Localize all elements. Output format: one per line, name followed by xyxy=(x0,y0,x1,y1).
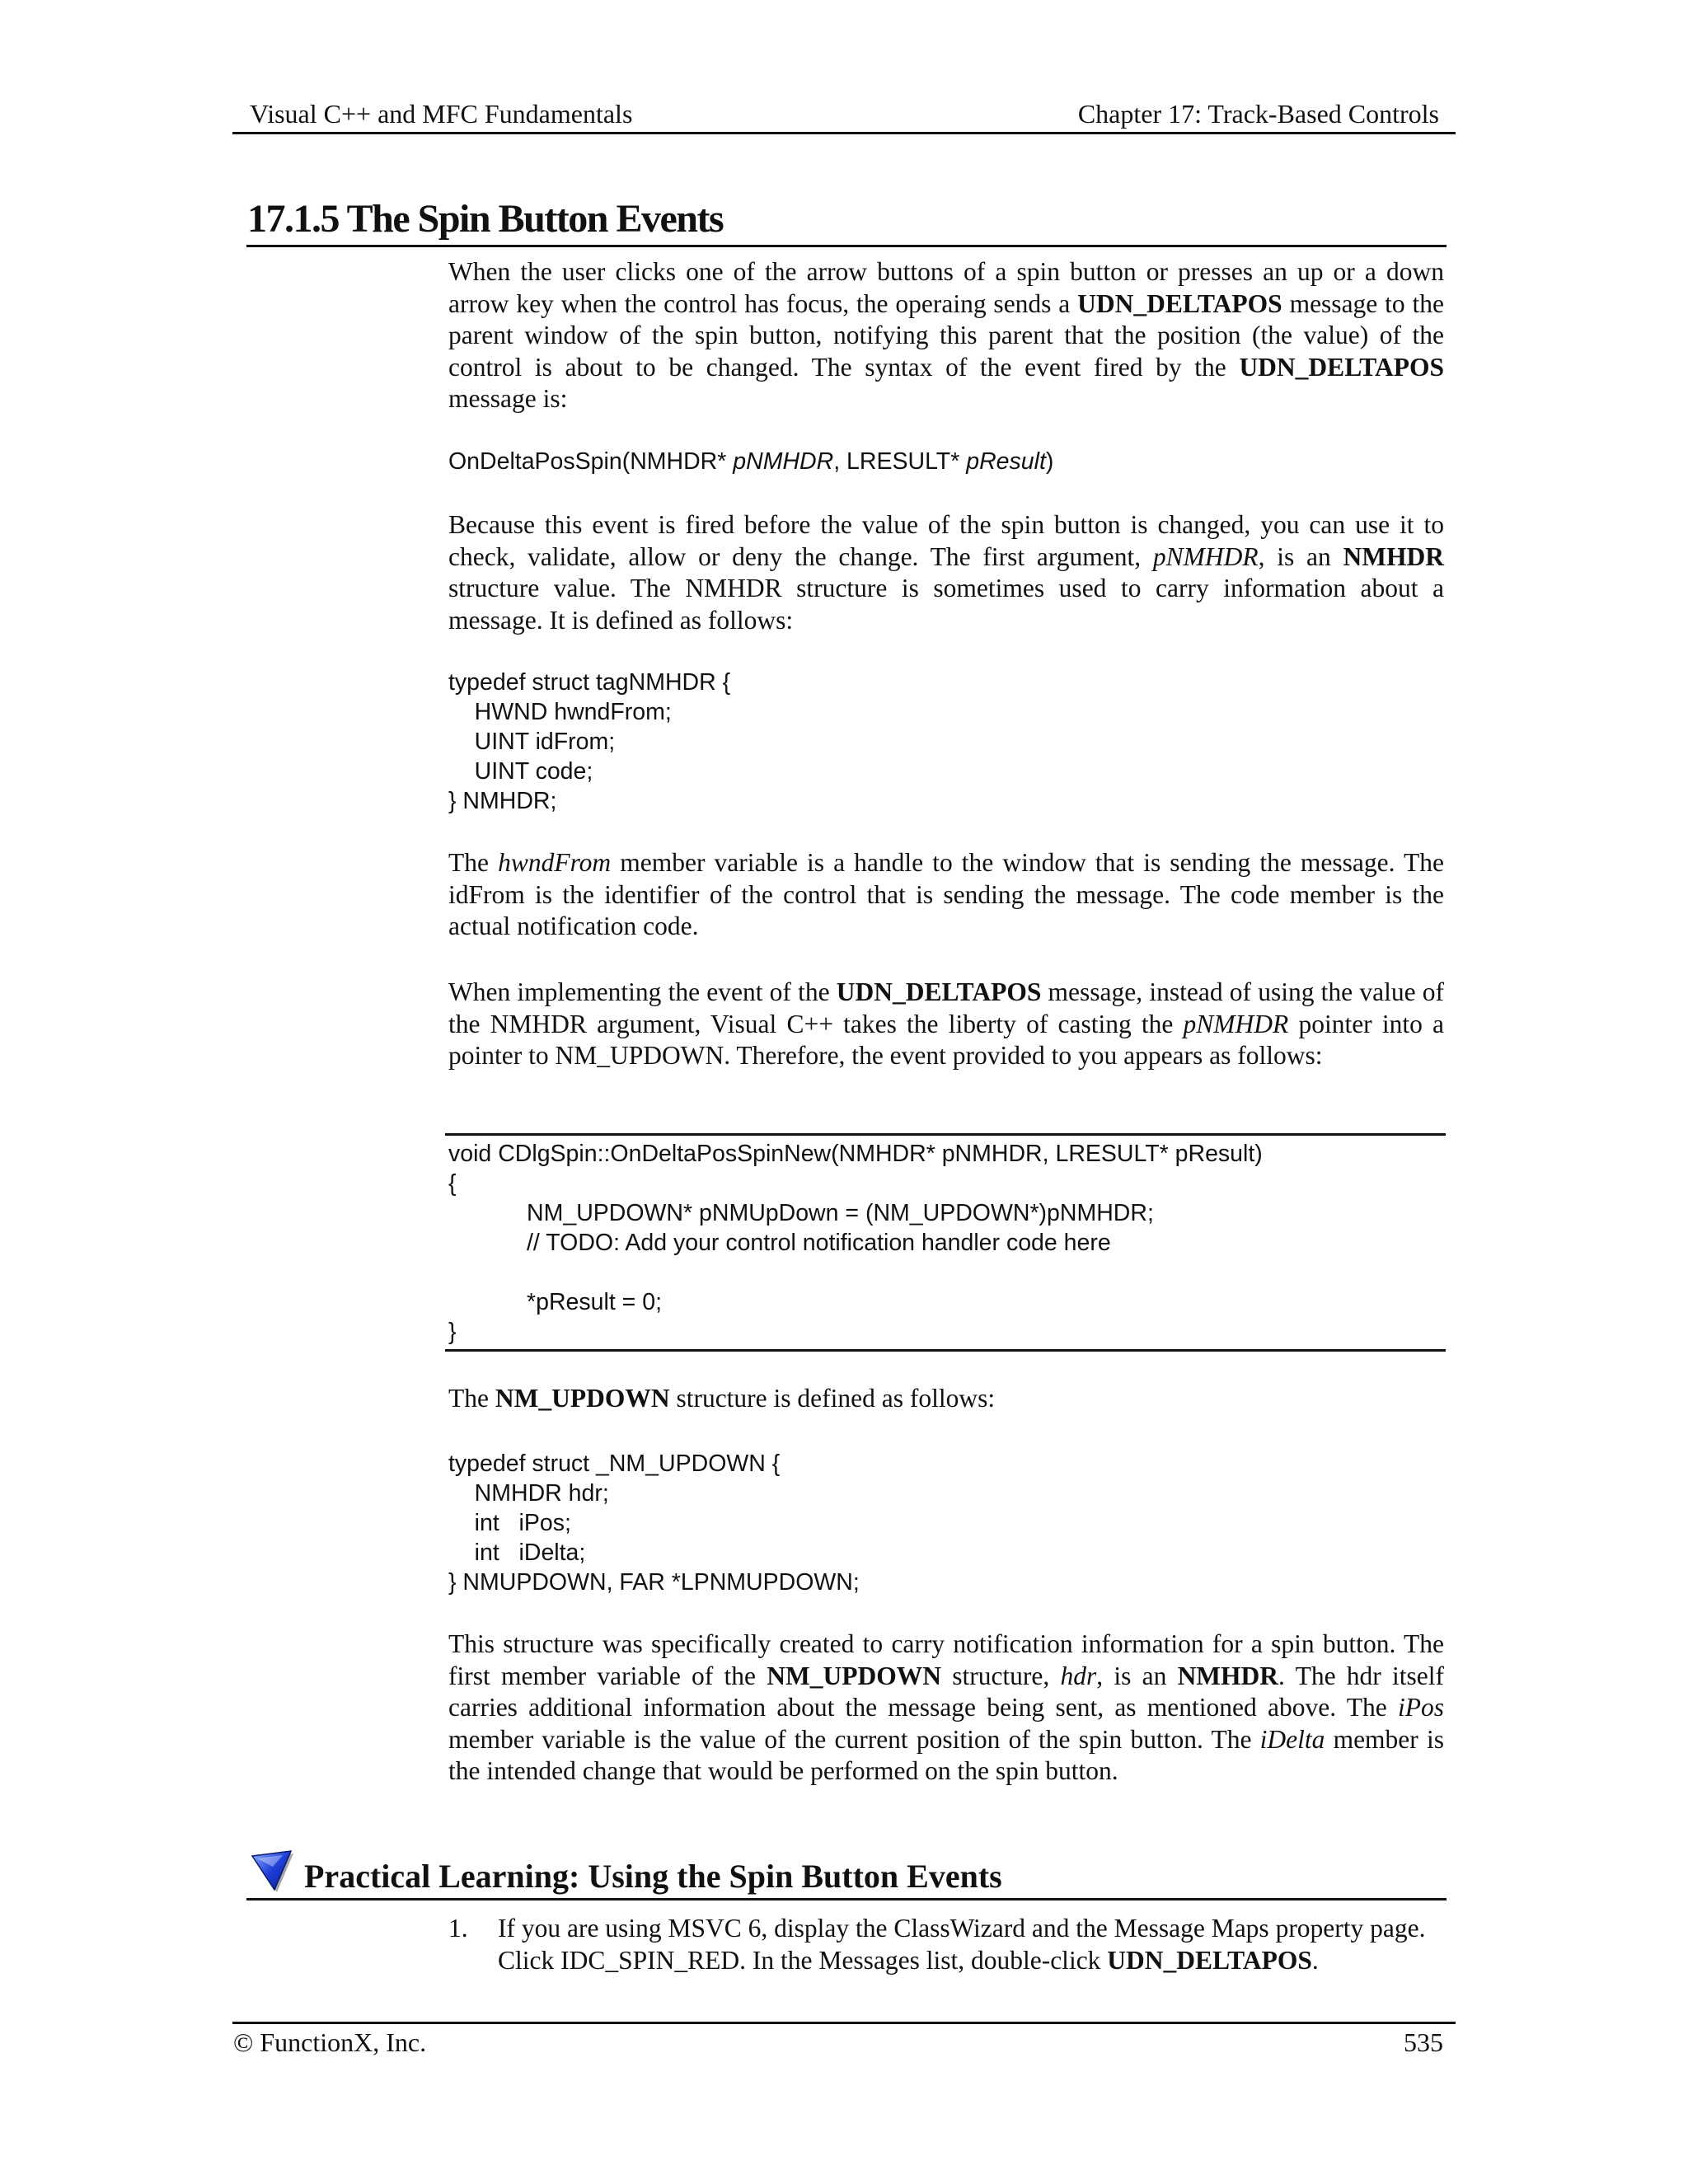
paragraph-nm-updown-intro: The NM_UPDOWN structure is defined as follows: xyxy=(448,1384,996,1413)
footer-copyright: © FunctionX, Inc. xyxy=(233,2027,427,2057)
footer-rule xyxy=(232,2022,1456,2024)
section-title: 17.1.5 The Spin Button Events xyxy=(247,197,724,241)
event-signature: OnDeltaPosSpin(NMHDR* pNMHDR, LRESULT* pResult) xyxy=(448,448,1054,475)
keyword-udn-deltapos: UDN_DELTAPOS xyxy=(1077,288,1282,318)
step-number: 1. xyxy=(448,1914,468,1943)
code-box-bottom-rule xyxy=(445,1349,1446,1352)
practical-learning-arrow-icon xyxy=(250,1849,294,1893)
paragraph-nm-updown-members: This structure was specifically created to carry notification information for a spin button. The first member variable of the NM_UPDOWN structure, hdr, is an NMHDR. The hdr itself carries additional information about the message being sent, as mentioned above. The iPos member variable is the value of the current position of the spin button. The iDelta member is the intended change that would be performed on the spin button. xyxy=(448,1629,1444,1785)
practical-learning-rule xyxy=(246,1898,1447,1900)
code-box-top-rule xyxy=(445,1133,1446,1136)
keyword-nm-updown: NM_UPDOWN xyxy=(495,1384,670,1413)
running-header-title: Visual C++ and MFC Fundamentals xyxy=(250,99,633,129)
paragraph-hwndfrom: The hwndFrom member variable is a handle to the window that is sending the message. The idFrom is the identifier of the control that is sending the message. The code member is the actual notification code. xyxy=(448,848,1444,940)
code-nm-updown-struct: typedef struct _NM_UPDOWN { NMHDR hdr; int iPos; int iDelta; } NMUPDOWN, FAR *LPNMUPDOWN; xyxy=(448,1451,860,1596)
keyword-nm-updown: NM_UPDOWN xyxy=(767,1661,941,1690)
paragraph-intro: When the user clicks one of the arrow buttons of a spin button or presses an up or a down arrow key when the control has focus, the operaing sends a UDN_DELTAPOS message to the parent window of the spin button, notifying this parent that the position (the value) of the control is about to be changed. The syntax of the event fired by the UDN_DELTAPOS message is: xyxy=(448,257,1444,413)
keyword-udn-deltapos: UDN_DELTAPOS xyxy=(836,977,1042,1006)
keyword-nmhdr: NMHDR xyxy=(1177,1661,1279,1690)
header-rule xyxy=(232,132,1456,134)
practical-learning-title: Practical Learning: Using the Spin Button Events xyxy=(304,1858,1002,1895)
code-nmhdr-struct: typedef struct tagNMHDR { HWND hwndFrom; UINT idFrom; UINT code; } NMHDR; xyxy=(448,669,731,814)
step-text: If you are using MSVC 6, display the ClassWizard and the Message Maps property page. Click IDC_SPIN_RED. In the Messages list, double-click UDN_DELTAPOS. xyxy=(498,1914,1426,1975)
running-header-chapter: Chapter 17: Track-Based Controls xyxy=(1077,99,1439,129)
code-handler: void CDlgSpin::OnDeltaPosSpinNew(NMHDR* pNMHDR, LRESULT* pResult) { NM_UPDOWN* pNMUpDown = (NM_UPDOWN*)pNMHDR; // TODO: Add your control notification handler code here *pResult = 0; } xyxy=(448,1141,1263,1345)
paragraph-casting: When implementing the event of the UDN_DELTAPOS message, instead of using the value of the NMHDR argument, Visual C++ takes the liberty of casting the pNMHDR pointer into a pointer to NM_UPDOWN. Therefore, the event provided to you appears as follows: xyxy=(448,977,1444,1070)
page-number: 535 xyxy=(1404,2027,1443,2057)
paragraph-nmhdr: Because this event is fired before the value of the spin button is changed, you can use it to check, validate, allow or deny the change. The first argument, pNMHDR, is an NMHDR structure value. The NMHDR structure is sometimes used to carry information about a message. It is defined as follows: xyxy=(448,510,1444,635)
keyword-udn-deltapos: UDN_DELTAPOS xyxy=(1107,1946,1312,1975)
section-title-rule xyxy=(246,245,1447,247)
keyword-nmhdr: NMHDR xyxy=(1343,541,1444,571)
keyword-udn-deltapos: UDN_DELTAPOS xyxy=(1239,352,1444,382)
step-list xyxy=(448,1912,1429,1976)
